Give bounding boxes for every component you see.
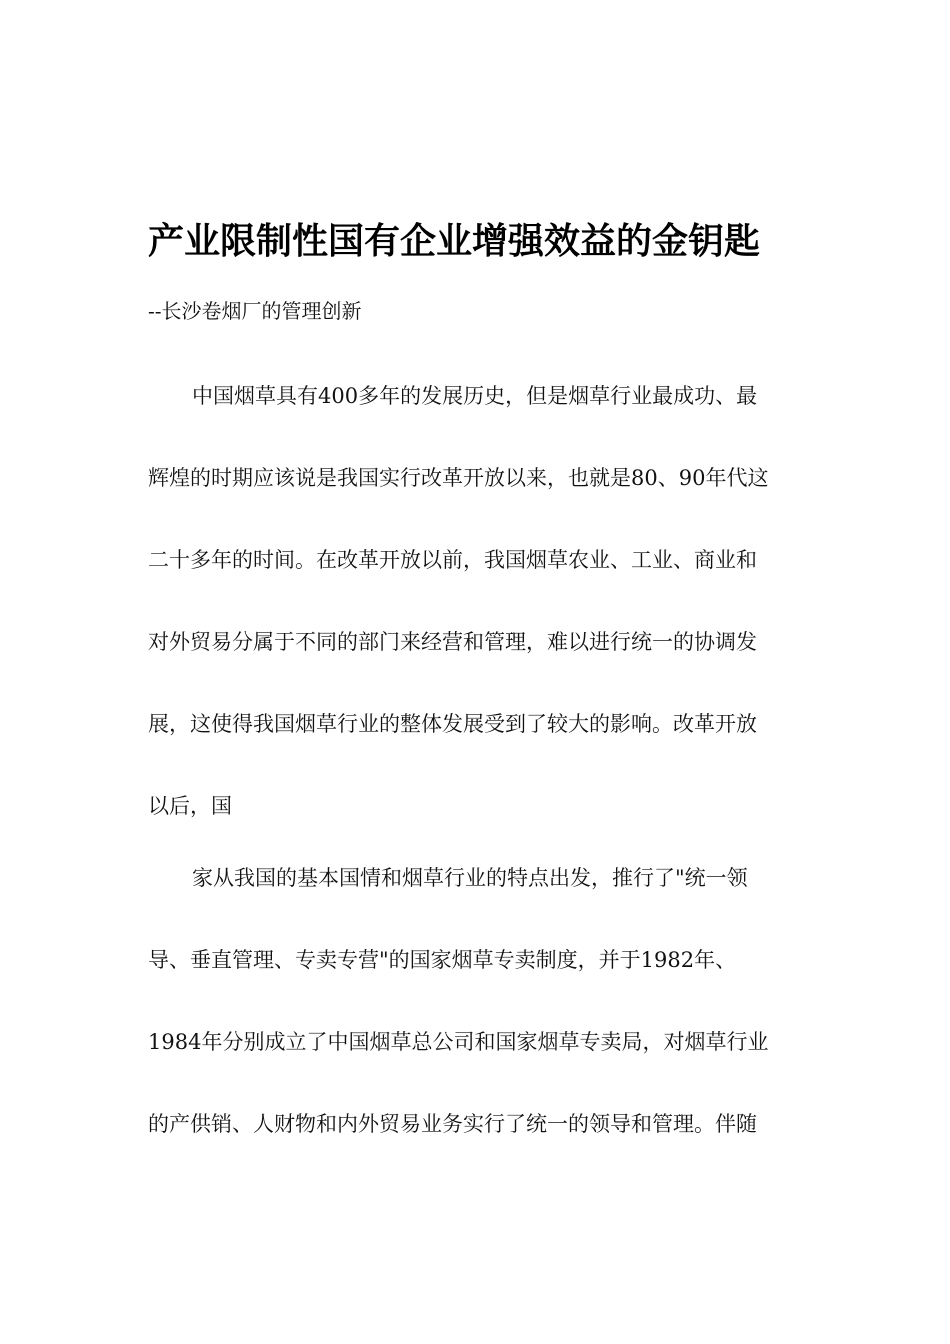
paragraph-line: 二十多年的时间。在改革开放以前，我国烟草农业、工业、商业和 — [148, 548, 757, 572]
paragraph-line: 辉煌的时期应该说是我国实行改革开放以来，也就是80、90年代这 — [148, 466, 769, 490]
paragraph-line: 以后，国 — [148, 794, 232, 818]
paragraph-line: 家从我国的基本国情和烟草行业的特点出发，推行了"统一领 — [192, 866, 748, 890]
document-title: 产业限制性国有企业增强效益的金钥匙 — [148, 221, 761, 262]
paragraph-line: 中国烟草具有400多年的发展历史，但是烟草行业最成功、最 — [192, 384, 758, 408]
paragraph-line: 的产供销、人财物和内外贸易业务实行了统一的领导和管理。伴随 — [148, 1112, 757, 1136]
paragraph-line: 1984年分别成立了中国烟草总公司和国家烟草专卖局，对烟草行业 — [148, 1030, 769, 1054]
document-subtitle: --长沙卷烟厂的管理创新 — [148, 299, 362, 323]
paragraph-line: 对外贸易分属于不同的部门来经营和管理，难以进行统一的协调发 — [148, 630, 757, 654]
paragraph-line: 导、垂直管理、专卖专营"的国家烟草专卖制度，并于1982年、 — [148, 948, 737, 972]
paragraph-line: 展，这使得我国烟草行业的整体发展受到了较大的影响。改革开放 — [148, 712, 757, 736]
